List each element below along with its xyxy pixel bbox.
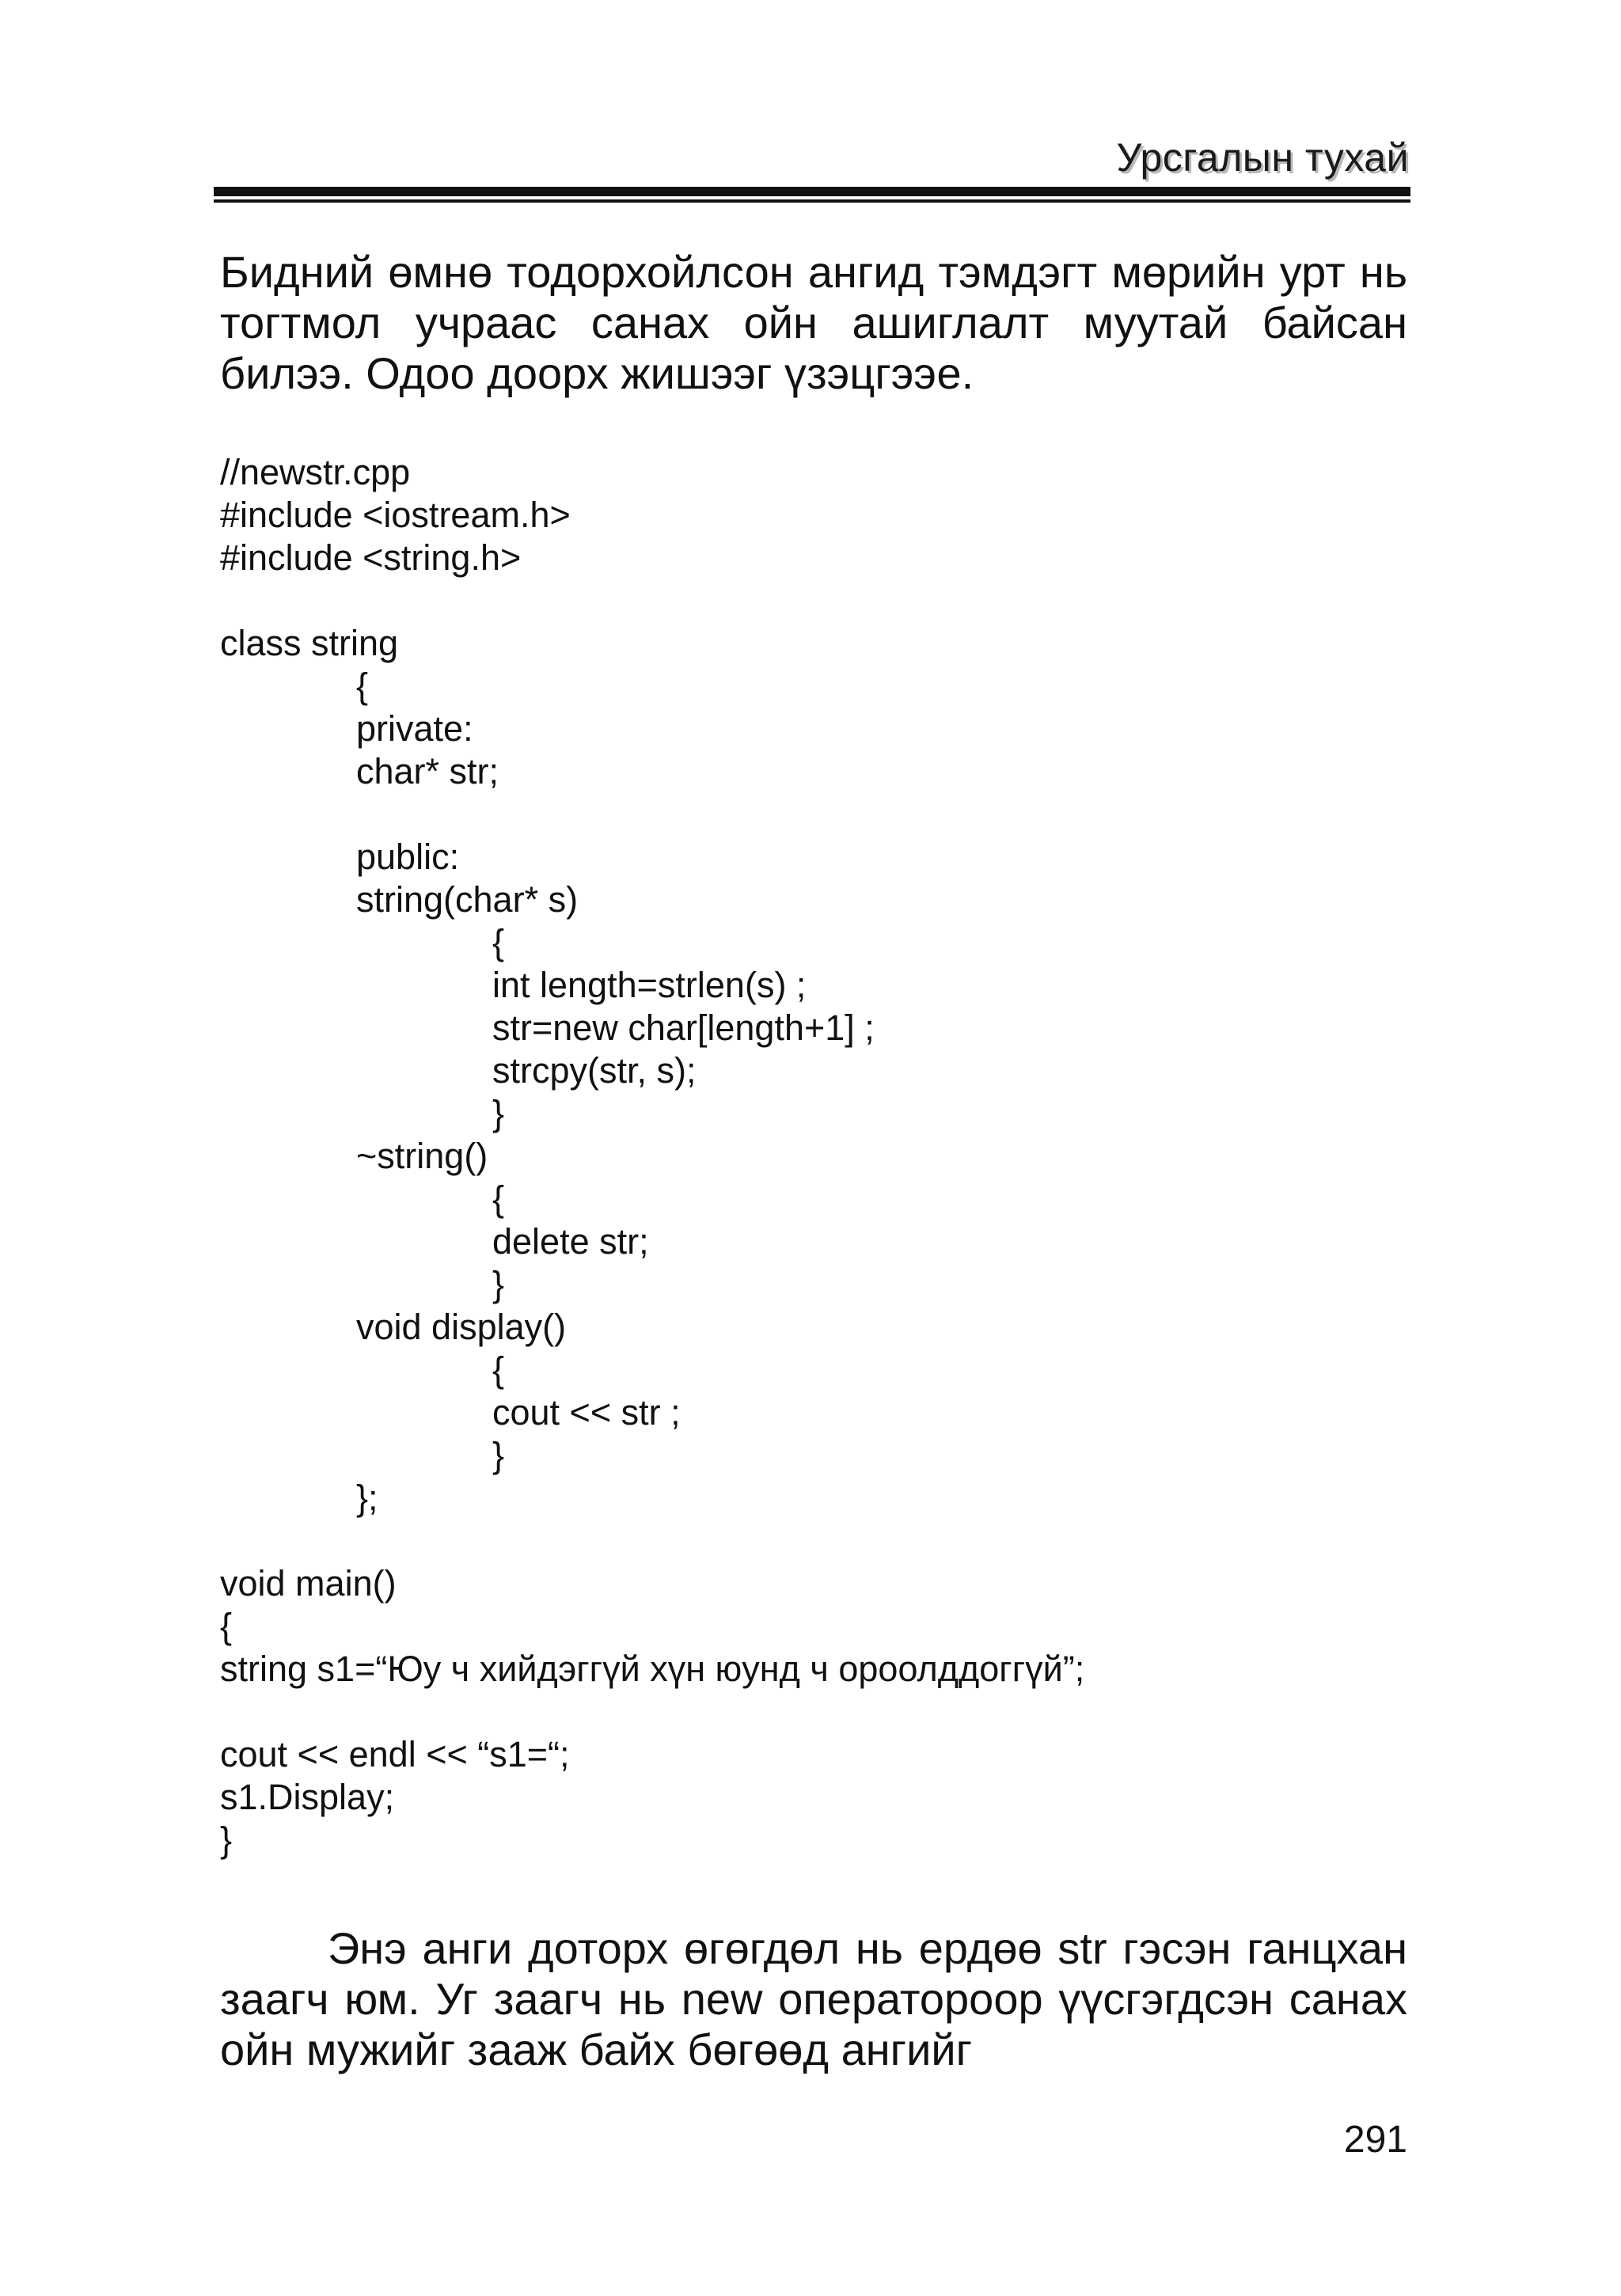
header-rule-thin bbox=[214, 199, 1410, 203]
code-line bbox=[220, 579, 1407, 622]
code-line: void main() bbox=[220, 1563, 397, 1603]
code-line: private: bbox=[356, 708, 473, 749]
code-line: int length=strlen(s) ; bbox=[492, 965, 807, 1005]
code-line: { bbox=[492, 1349, 505, 1390]
code-line: { bbox=[356, 666, 369, 706]
code-line: } bbox=[492, 1093, 505, 1133]
code-line: #include <string.h> bbox=[220, 537, 522, 578]
code-line: ~string() bbox=[356, 1136, 488, 1176]
code-line bbox=[220, 793, 1407, 836]
code-line: { bbox=[492, 1178, 505, 1219]
code-line: #include <iostream.h> bbox=[220, 495, 571, 535]
intro-paragraph: Бидний өмнө тодорхойлсон ангид тэмдэгт мөрийн урт нь тогтмол учраас санах ойн ашиглалт муутай байсан билээ. Одоо доорх жишээг үзэцгээе. bbox=[220, 247, 1407, 398]
code-line: string s1=“Юу ч хийдэггүй хүн юунд ч ороолддоггүй”; bbox=[220, 1649, 1085, 1689]
code-line: { bbox=[492, 922, 505, 962]
code-line: cout << endl << “s1=“; bbox=[220, 1734, 570, 1774]
code-line: delete str; bbox=[492, 1221, 649, 1262]
header-rule-thick bbox=[214, 187, 1410, 196]
code-line: { bbox=[220, 1606, 233, 1646]
code-line: class string bbox=[220, 623, 399, 663]
code-line bbox=[220, 1520, 1407, 1562]
code-line: }; bbox=[356, 1478, 378, 1518]
code-line: cout << str ; bbox=[492, 1392, 681, 1433]
code-line: string(char* s) bbox=[356, 879, 579, 920]
code-line: //newstr.cpp bbox=[220, 452, 411, 492]
code-line: } bbox=[492, 1435, 505, 1475]
code-line: str=new char[length+1] ; bbox=[492, 1008, 875, 1048]
page-number: 291 bbox=[1343, 2119, 1407, 2161]
code-line: s1.Display; bbox=[220, 1777, 395, 1817]
code-line bbox=[220, 1691, 1407, 1733]
code-line: } bbox=[492, 1264, 505, 1304]
code-line: strcpy(str, s); bbox=[492, 1050, 697, 1091]
code-line: } bbox=[220, 1820, 233, 1860]
code-line: public: bbox=[356, 837, 460, 877]
closing-paragraph: Энэ анги доторх өгөгдөл нь ердөө str гэсэн ганцхан заагч юм. Уг заагч нь new оператороор үүсгэгдсэн санах ойн мужийг зааж байх бөгөөд ангийг bbox=[220, 1923, 1407, 2074]
code-line: void display() bbox=[356, 1307, 567, 1347]
running-header: Урсгалын тухай bbox=[1116, 135, 1409, 180]
code-line: char* str; bbox=[356, 751, 499, 791]
code-listing bbox=[220, 451, 1407, 1861]
